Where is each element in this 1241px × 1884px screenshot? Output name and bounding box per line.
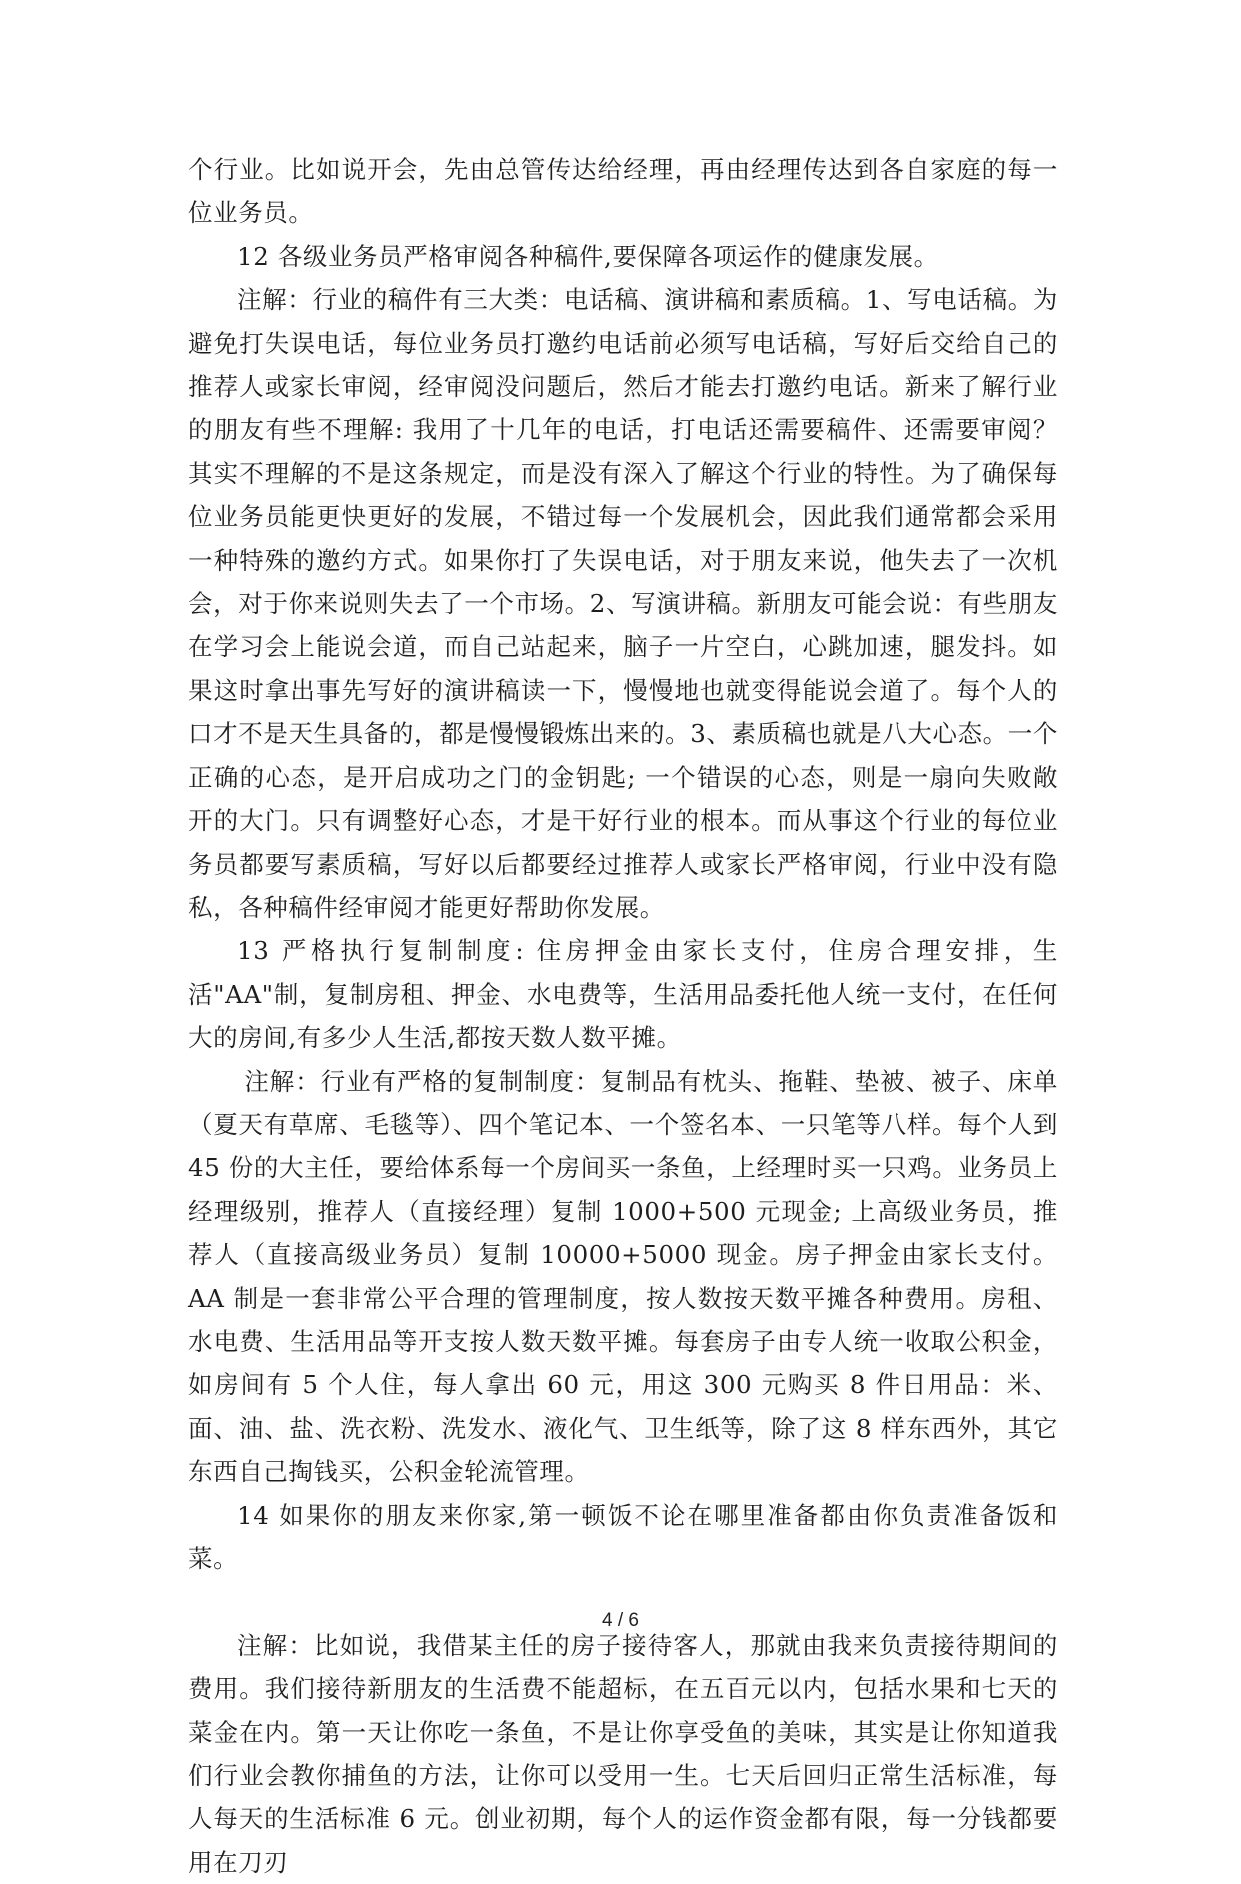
rule-14-heading: 14 如果你的朋友来你家,第一顿饭不论在哪里准备都由你负责准备饭和菜。 <box>188 1500 1058 1573</box>
rule-12-note: 注解：行业的稿件有三大类：电话稿、演讲稿和素质稿。1、写电话稿。为避免打失误电话，每位业务员打邀约电话前必须写电话稿，写好后交给自己的推荐人或家长审阅，经审阅没问题后，然后才能去打邀约电话。新来了解行业的朋友有些不理解: 我用了十几年的电话，打电话还需要稿件、还需要审阅？其实不理解的不是这条规定，而是没有深入了解这个行业的特性。为了确保每位业务员能更快更好的发展，不错过每一个发展机会，因此我们通常都会采用一种特殊的邀约方式。如果你打了失误电话，对于朋友来说，他失去了一次机会，对于你来说则失去了一个市场。2、写演讲稿。新朋友可能会说：有些朋友在学习会上能说会道，而自己站起来，脑子一片空白，心跳加速，腿发抖。如果这时拿出事先写好的演讲稿读一下，慢慢地也就变得能说会道了。每个人的口才不是天生具备的，都是慢慢锻炼出来的。3、素质稿也就是八大心态。一个正确的心态，是开启成功之门的金钥匙; 一个错误的心态，则是一扇向失败敞开的大门。只有调整好心态，才是干好行业的根本。而从事这个行业的每位业务员都要写素质稿，写好以后都要经过推荐人或家长严格审阅，行业中没有隐私，各种稿件经审阅才能更好帮助你发展。 <box>188 285 1058 922</box>
page-number: 4 / 6 <box>602 1610 639 1631</box>
rule-13-heading: 13 严格执行复制制度: 住房押金由家长支付，住房合理安排，生活"AA"制，复制房租、押金、水电费等，生活用品委托他人统一支付，在任何大的房间,有多少人生活,都按天数人数平摊。 <box>188 936 1058 1053</box>
rule-13-note: 注解：行业有严格的复制制度：复制品有枕头、拖鞋、垫被、被子、床单（夏天有草席、毛毯等）、四个笔记本、一个签名本、一只笔等八样。每个人到 45 份的大主任，要给体系每一个房间买一条鱼，上经理时买一只鸡。业务员上经理级别，推荐人（直接经理）复制 1000+500 元现金; 上高级业务员，推荐人（直接高级业务员）复制 10000+5000 现金。房子押金由家长支付。AA 制是一套非常公平合理的管理制度，按人数按天数平摊各种费用。房租、水电费、生活用品等开支按人数天数平摊。每套房子由专人统一收取公积金，如房间有 5 个人住，每人拿出 60 元，用这 300 元购买 8 件日用品：米、面、油、盐、洗衣粉、洗发水、液化气、卫生纸等，除了这 8 样东西外，其它东西自己掏钱买，公积金轮流管理。 <box>188 1066 1058 1487</box>
paragraph-continuation: 个行业。比如说开会，先由总管传达给经理，再由经理传达到各自家庭的每一位业务员。 <box>188 155 1058 228</box>
rule-14-note: 注解：比如说，我借某主任的房子接待客人，那就由我来负责接待期间的费用。我们接待新朋友的生活费不能超标，在五百元以内，包括水果和七天的菜金在内。第一天让你吃一条鱼，不是让你享受鱼的美味，其实是让你知道我们行业会教你捕鱼的方法，让你可以受用一生。七天后回归正常生活标准，每人每天的生活标准 6 元。创业初期，每个人的运作资金都有限，每一分钱都要用在刀刃 <box>188 1630 1058 1877</box>
rule-12-heading: 12 各级业务员严格审阅各种稿件,要保障各项运作的健康发展。 <box>237 241 939 271</box>
